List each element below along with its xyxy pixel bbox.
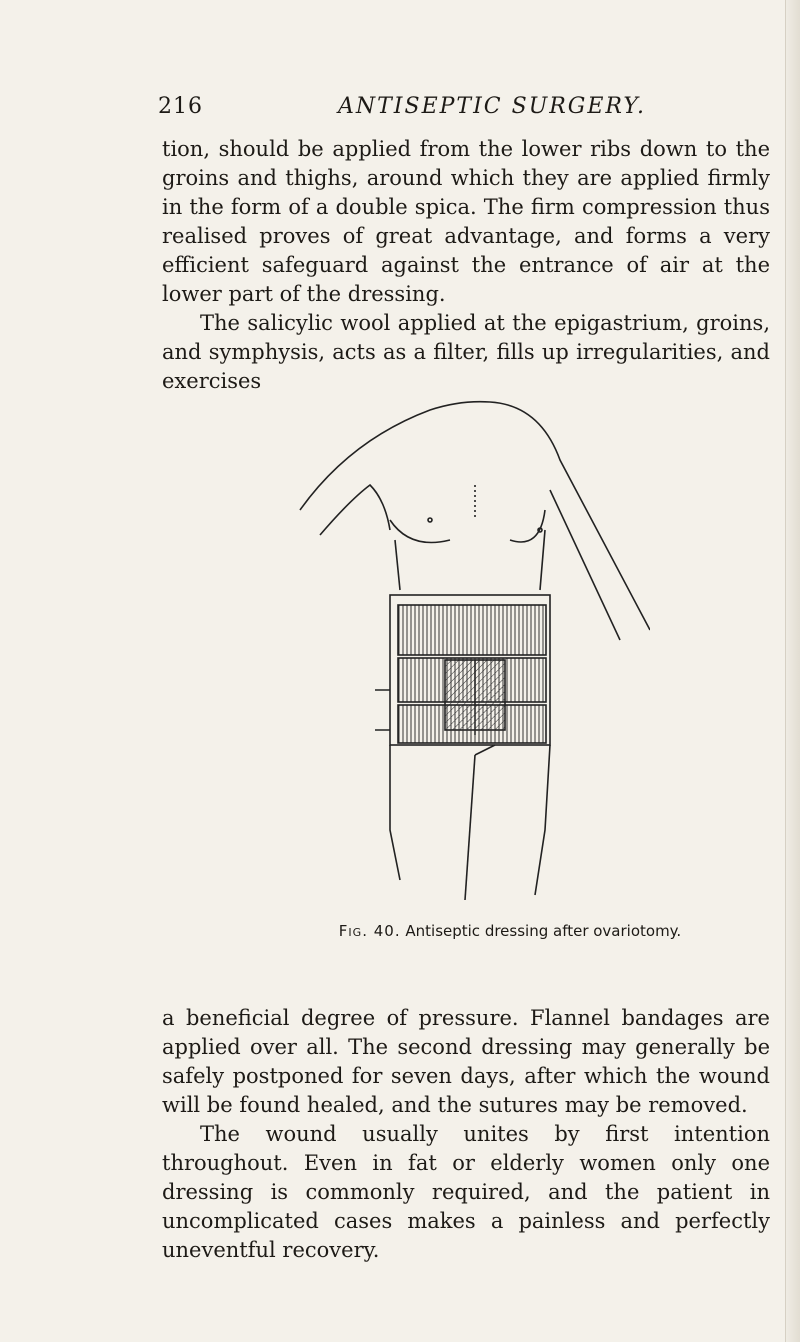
page-header: [158, 94, 778, 124]
figure-caption-text: Antiseptic dressing after ovariotomy.: [405, 922, 682, 940]
page-number: 216: [158, 94, 203, 119]
left-bandage-ends: [375, 690, 390, 730]
left-leg-outer: [390, 745, 400, 880]
paragraph-wound-healing: The wound usually unites by first intention throughout. Even in fat or elderly women only one dressing is commonly required, and the patient in uncomplicated cases makes a painless and perfectly uneventful recovery.: [162, 1122, 770, 1262]
right-flank: [540, 530, 545, 590]
left-leg-inner: [465, 755, 475, 900]
paragraph-continuation: tion, should be applied from the lower ribs down to the groins and thighs, around which they are applied firmly in the form of a double spica. The firm compression thus realised proves of great advantage, and forms a very efficient safeguard against the entrance of air at the lower part of the dressing.: [162, 137, 770, 306]
left-nipple: [428, 518, 432, 522]
right-leg-outer: [535, 745, 550, 895]
left-flank: [395, 540, 400, 590]
text-block-bottom: [162, 1004, 770, 1265]
upper-bandage: [398, 605, 546, 655]
figure-illustration: [290, 390, 650, 910]
page-edge: [785, 0, 800, 1342]
lower-bandage: [398, 705, 546, 743]
text-block-top: [162, 135, 770, 396]
groin-line: [475, 745, 495, 755]
left-shoulder-line: [300, 402, 490, 510]
running-head: ANTISEPTIC SURGERY.: [338, 94, 647, 119]
figure-caption: [250, 922, 770, 940]
figure-label: Fig. 40.: [338, 922, 401, 940]
left-breast-line: [390, 520, 450, 543]
right-arm-inner-line: [550, 490, 620, 640]
torso-dressing-illustration: [290, 390, 650, 910]
right-breast-line: [510, 510, 545, 542]
paragraph-salicylic-wool: The salicylic wool applied at the epigastrium, groins, and symphysis, acts as a filter, fills up irregularities, and exercises: [162, 311, 770, 393]
paragraph-pressure: a beneficial degree of pressure. Flannel bandages are applied over all. The second dressing may generally be safely postponed for seven days, after which the wound will be found healed, and the sutures may be removed.: [162, 1006, 770, 1117]
left-arm-line: [320, 485, 390, 535]
